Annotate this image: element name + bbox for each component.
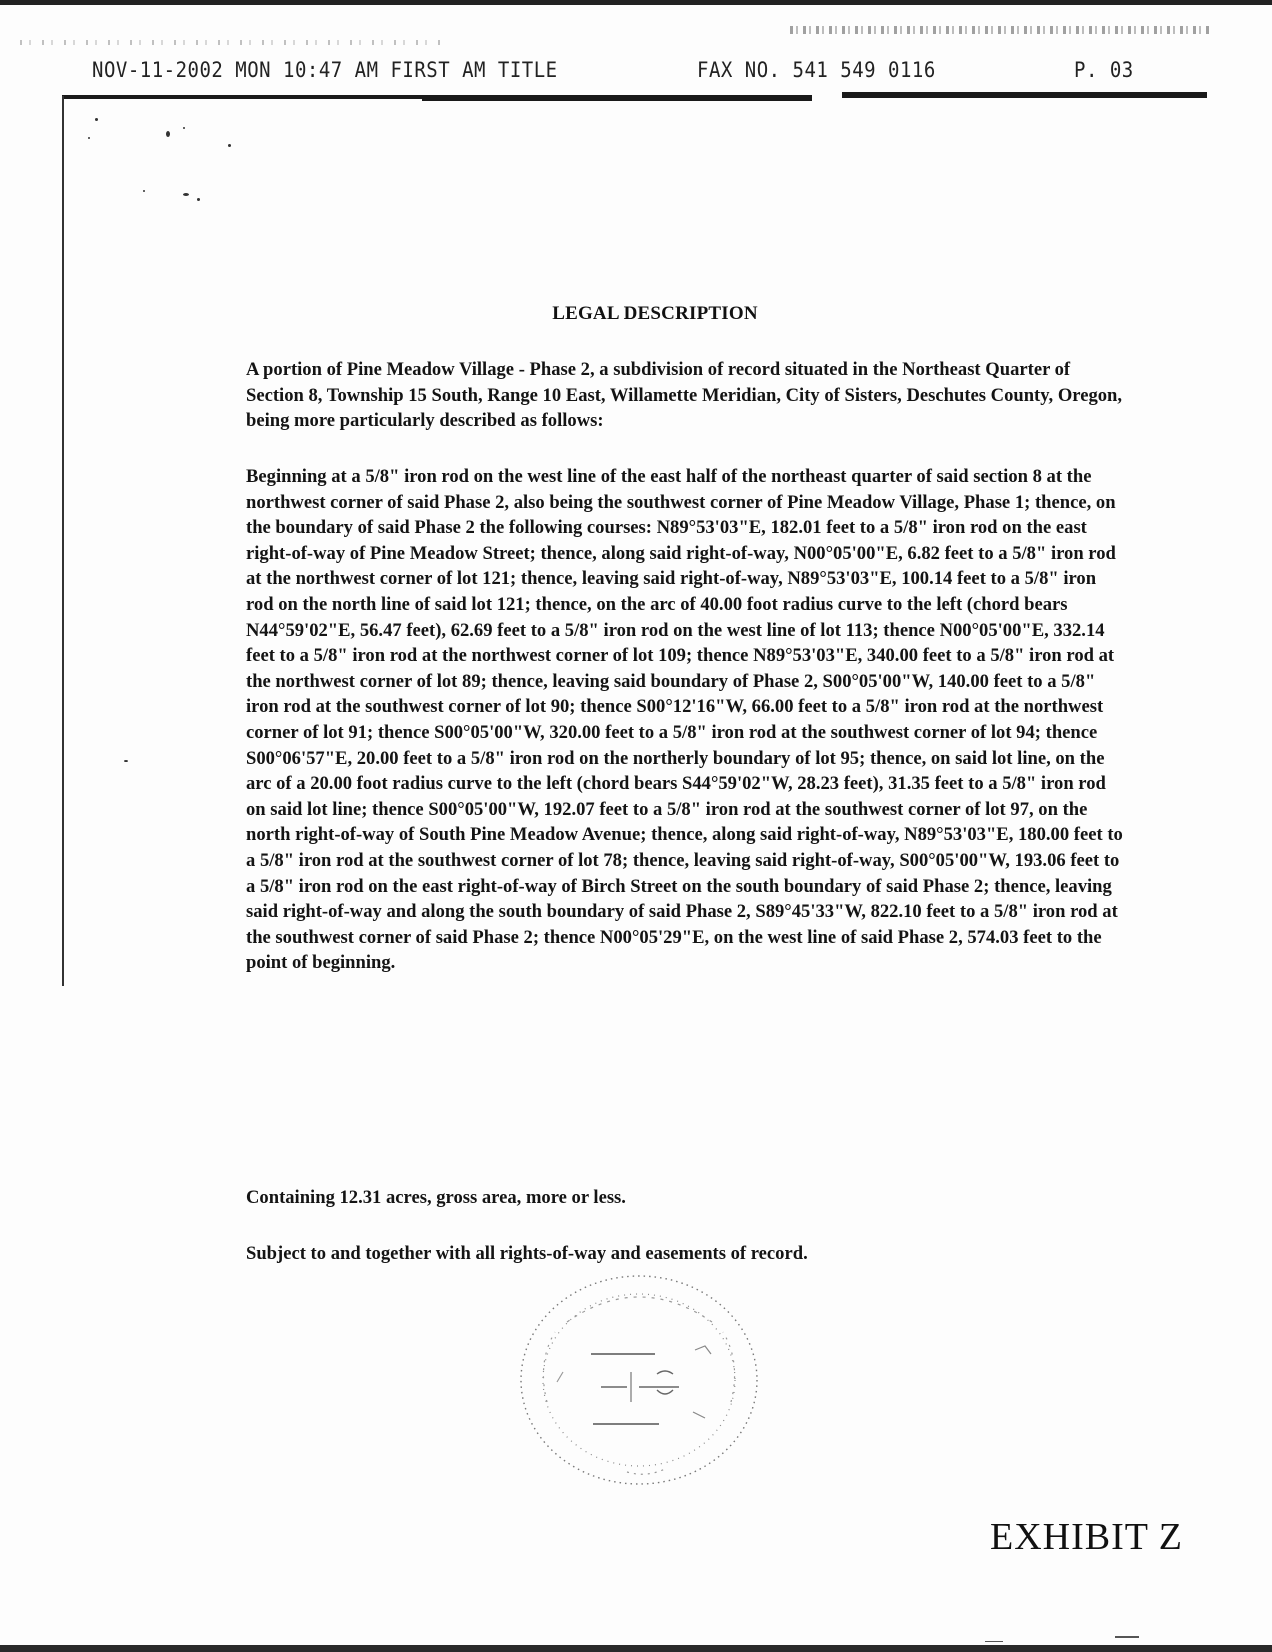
scan-speck bbox=[228, 144, 231, 147]
fax-header-sender: NOV-11-2002 MON 10:47 AM FIRST AM TITLE bbox=[92, 58, 558, 83]
document-title bbox=[0, 303, 1272, 325]
header-rule bbox=[62, 95, 422, 99]
scan-speck bbox=[95, 118, 98, 121]
left-border bbox=[62, 96, 64, 986]
bottom-border bbox=[0, 1645, 1272, 1652]
scan-speck bbox=[124, 760, 128, 762]
scan-speck bbox=[88, 137, 90, 139]
document-title-text: LEGAL DESCRIPTION bbox=[552, 303, 758, 324]
scan-mark bbox=[985, 1641, 1003, 1642]
fax-header-number: FAX NO. 541 549 0116 bbox=[697, 58, 936, 83]
area-paragraph: Containing 12.31 acres, gross area, more or less. bbox=[246, 1187, 626, 1208]
scan-speck bbox=[197, 198, 200, 201]
scan-speck bbox=[183, 127, 185, 129]
scan-speck bbox=[183, 193, 189, 196]
scan-noise bbox=[790, 26, 1210, 34]
intro-paragraph: A portion of Pine Meadow Village - Phase 2, a subdivision of record situated in the Northeast Quarter of Section 8, Township 15 South, Range 10 East, Willamette Meridian, City of Sisters, Deschutes County, Oregon, being more particularly described as follows: bbox=[246, 359, 1123, 432]
header-rule bbox=[422, 95, 812, 101]
subject-paragraph: Subject to and together with all rights-of-way and easements of record. bbox=[246, 1243, 808, 1264]
surveyor-seal-stamp bbox=[507, 1262, 771, 1490]
description-paragraph: Beginning at a 5/8" iron rod on the west line of the east half of the northeast quarter of said section 8 at the northwest corner of said Phase 2, also being the southwest corner of Pine Meadow Village, Phase 1; thence, on the boundary of said Phase 2 the following courses: N89°53'03"E, 182.01 feet to a 5/8" iron rod on the east right-of-way of Pine Meadow Street; thence, along said right-of-way, N00°05'00"E, 6.82 feet to a 5/8" iron rod at the northwest corner of lot 121; thence, leaving said right-of-way, N89°53'03"E, 100.14 feet to a 5/8" iron rod on the north line of said lot 121; thence, on the arc of 40.00 foot radius curve to the left (chord bears N44°59'02"E, 56.47 feet), 62.69 feet to a 5/8" iron rod on the west line of lot 113; thence N00°05'00"E, 332.14 feet to a 5/8" iron rod at the northwest corner of lot 109; thence N89°53'03"E, 340.00 feet to a 5/8" iron rod at the northwest corner of lot 89; thence, leaving said boundary of Phase 2, S00°05'00"W, 140.00 feet to a 5/8" iron rod at the southwest corner of lot 90; thence S00°12'16"W, 66.00 feet to a 5/8" iron rod at the northwest corner of lot 91; thence S00°05'00"W, 320.00 feet to a 5/8" iron rod at the southwest corner of lot 94; thence S00°06'57"E, 20.00 feet to a 5/8" iron rod on the northerly boundary of lot 95; thence, on said lot line, on the arc of a 20.00 foot radius curve to the left (chord bears S44°59'02"W, 28.23 feet), 31.35 feet to a 5/8" iron rod on said lot line; thence S00°05'00"W, 192.07 feet to a 5/8" iron rod at the southwest corner of lot 97, on the north right-of-way of South Pine Meadow Avenue; thence, along said right-of-way, N89°53'03"E, 180.00 feet to a 5/8" iron rod at the southwest corner of lot 78; thence, leaving said right-of-way, S00°05'00"W, 193.06 feet to a 5/8" iron rod on the east right-of-way of Birch Street on the south boundary of said Phase 2; thence, leaving said right-of-way and along the south boundary of said Phase 2, S89°45'33"W, 822.10 feet to a 5/8" iron rod at the southwest corner of said Phase 2; thence N00°05'29"E, on the west line of said Phase 2, 574.03 feet to the point of beginning. bbox=[246, 466, 1123, 974]
top-border bbox=[0, 0, 1272, 5]
exhibit-label: EXHIBIT Z bbox=[990, 1516, 1183, 1558]
scan-mark bbox=[1115, 1636, 1139, 1638]
fax-header-page: P. 03 bbox=[1074, 58, 1134, 83]
header-rule bbox=[842, 92, 1207, 98]
scan-speck bbox=[166, 131, 170, 137]
scan-speck bbox=[143, 190, 145, 192]
scan-noise bbox=[20, 40, 440, 45]
